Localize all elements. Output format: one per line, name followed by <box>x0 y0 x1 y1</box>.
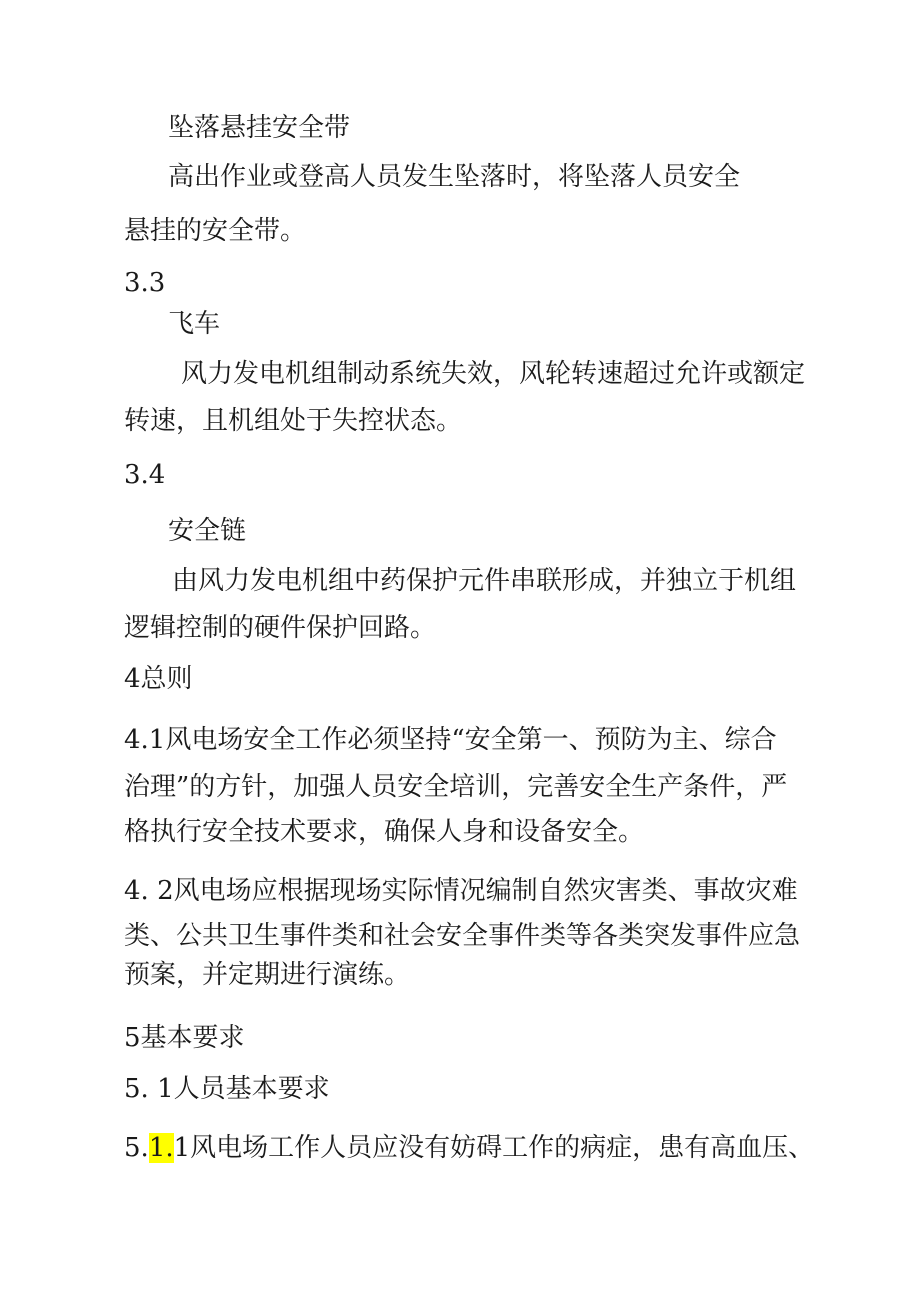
term-title-fall-arrest-belt: 坠落悬挂安全带 <box>168 113 351 143</box>
clause-5-1-1 <box>124 1131 814 1165</box>
clause-number-digit: 1 <box>173 1133 191 1163</box>
term-definition-line: 高出作业或登高人员发生坠落时，将坠落人员安全 <box>168 162 741 192</box>
term-number-3-3: 3.3 <box>124 268 166 298</box>
term-definition-line: 悬挂的安全带。 <box>124 216 307 246</box>
highlighted-number: 1. <box>148 1133 174 1163</box>
term-definition-line: 转速，且机组处于失控状态。 <box>124 406 463 436</box>
clause-number-prefix: 5. <box>124 1133 149 1163</box>
term-definition-line: 由风力发电机组中药保护元件串联形成，并独立于机组 <box>172 566 797 596</box>
section-heading-general: 4总则 <box>124 664 193 694</box>
term-number-3-4: 3.4 <box>124 460 166 490</box>
clause-line: 治理”的方针，加强人员安全培训，完善安全生产条件，严 <box>124 772 788 802</box>
term-definition-line: 逻辑控制的硬件保护回路。 <box>124 613 437 643</box>
clause-text: 风电场工作人员应没有妨碍工作的病症，患有高血压、 <box>190 1133 815 1163</box>
term-title-overspeed: 飞车 <box>168 309 221 339</box>
clause-line: 4.1风电场安全工作必须坚持“安全第一、预防为主、综合 <box>124 725 777 755</box>
section-heading-basic-requirements: 5基本要求 <box>124 1023 245 1053</box>
term-title-safety-chain: 安全链 <box>168 516 247 546</box>
clause-line: 类、公共卫生事件类和社会安全事件类等各类突发事件应急 <box>124 921 801 951</box>
term-definition-line: 风力发电机组制动系统失效，风轮转速超过允许或额定 <box>181 359 806 389</box>
clause-line: 4. 2风电场应根据现场实际情况编制自然灾害类、事故灾难 <box>124 876 798 906</box>
clause-line: 预案，并定期进行演练。 <box>124 960 411 990</box>
subsection-heading-personnel: 5. 1人员基本要求 <box>124 1074 330 1104</box>
clause-line: 格执行安全技术要求，确保人身和设备安全。 <box>124 817 645 847</box>
